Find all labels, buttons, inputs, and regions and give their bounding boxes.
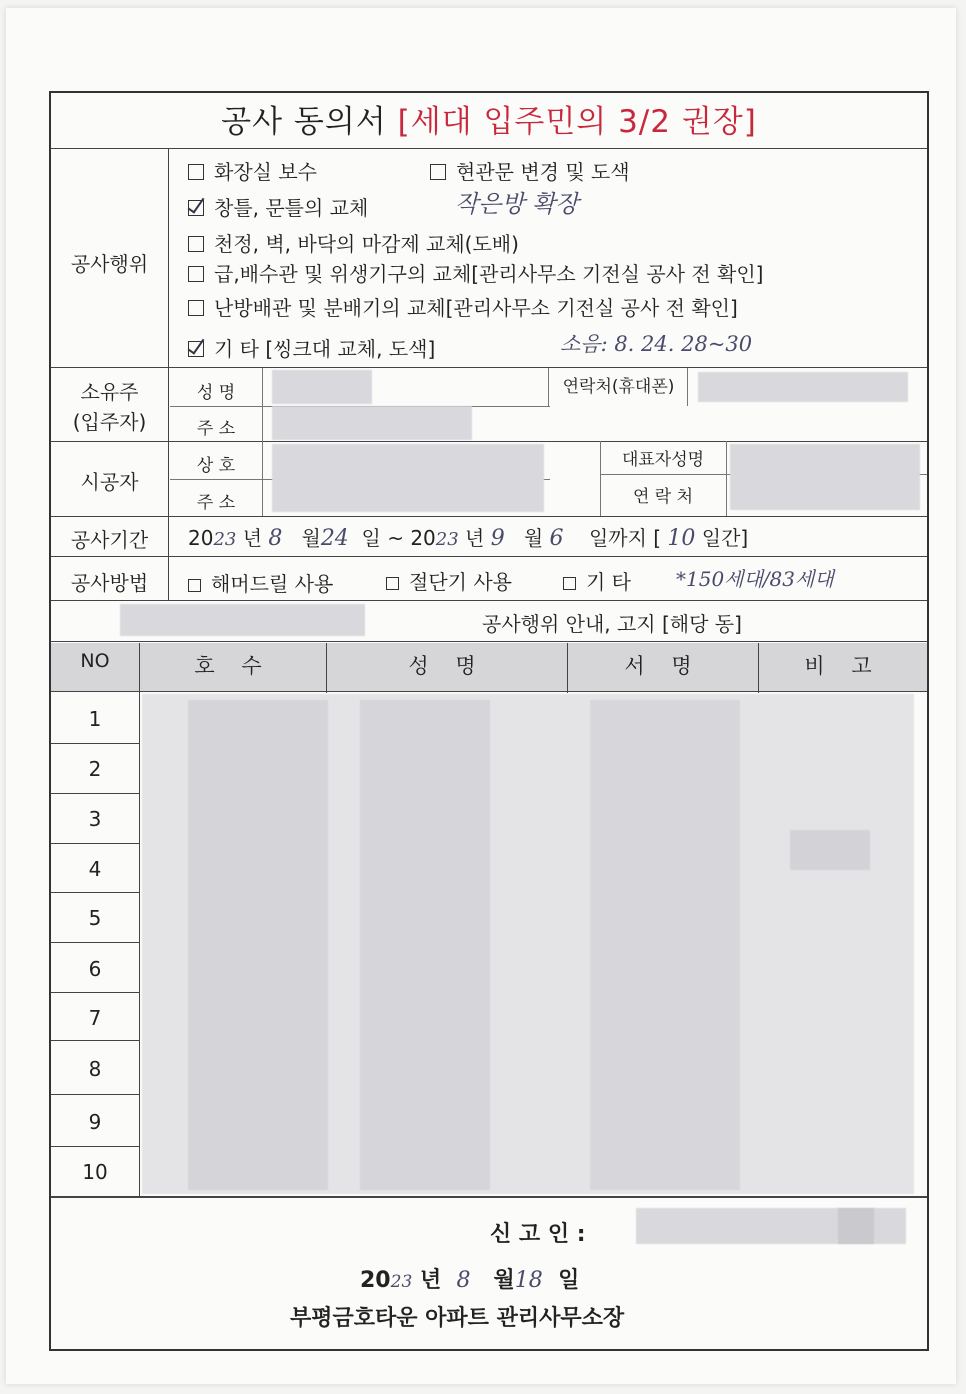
divider: [51, 992, 139, 993]
row-number: 9: [88, 1110, 102, 1134]
col-signature: 서 명: [624, 654, 702, 678]
redacted-table-body: [790, 830, 870, 870]
row-number: 10: [82, 1160, 108, 1184]
title-main: 공사 동의서: [221, 104, 387, 140]
col-name: 성 명: [408, 654, 486, 678]
checkbox-icon[interactable]: [386, 577, 399, 590]
divider: [51, 1196, 927, 1198]
divider: [51, 1094, 139, 1095]
divider: [51, 641, 927, 642]
divider: [548, 368, 549, 406]
checkbox-icon[interactable]: [188, 266, 204, 282]
redacted-building: [120, 604, 365, 636]
divider: [139, 643, 140, 1196]
divider: [51, 1040, 139, 1041]
checkbox-icon[interactable]: [188, 236, 204, 252]
divider: [51, 441, 927, 442]
divider: [51, 892, 139, 893]
divider: [326, 643, 327, 693]
divider: [51, 793, 139, 794]
title-note: [세대 입주민의 3/2 권장]: [397, 104, 757, 140]
divider: [687, 368, 688, 406]
option-heating[interactable]: 난방배관 및 분배기의 교체[관리사무소 기전실 공사 전 확인]: [188, 292, 738, 321]
owner-label: 소유주 (입주자): [72, 380, 147, 434]
contractor-rep-label: 대표자성명: [621, 450, 705, 470]
contractor-address-label: 주 소: [196, 493, 236, 513]
redacted-table-body: [188, 700, 328, 1190]
notice-text: 공사행위 안내, 고지 [해당 동]: [482, 612, 742, 636]
owner-name-label: 성 명: [196, 383, 236, 403]
office-name: 부평금호타운 아파트 관리사무소장: [290, 1306, 625, 1331]
option-entrance-door[interactable]: 현관문 변경 및 도색: [430, 156, 630, 185]
redacted-owner-address: [272, 406, 472, 440]
row-number: 1: [88, 707, 102, 731]
row-number: 6: [88, 957, 102, 981]
handwritten-noise-note: 소음: 8. 24. 28~30: [560, 332, 753, 356]
divider: [51, 691, 927, 692]
redacted-owner-contact: [698, 372, 908, 402]
period-label: 공사기간: [70, 528, 149, 552]
divider: [51, 743, 139, 744]
redacted-contractor-info: [272, 444, 544, 512]
checkbox-icon[interactable]: [430, 164, 446, 180]
redacted-table-body: [590, 700, 740, 1190]
handwritten-note-room: 작은방 확장: [455, 190, 579, 218]
owner-contact-label: 연락처(휴대폰): [562, 377, 675, 397]
divider: [51, 843, 139, 844]
construction-period: 2023 년 8 월24 일 ~ 2023 년 9 월 6 일까지 [ 10 일간]: [188, 526, 749, 551]
contractor-label: 시공자: [80, 470, 139, 494]
col-unit: 호 수: [194, 654, 272, 678]
row-number: 8: [88, 1057, 102, 1081]
divider: [51, 1146, 139, 1147]
reporter-label: 신 고 인 :: [490, 1222, 586, 1247]
option-other[interactable]: 기 타 [씽크대 교체, 도색]: [188, 333, 435, 362]
divider: [51, 367, 927, 368]
checkbox-checked-icon[interactable]: [188, 200, 204, 216]
divider: [168, 149, 169, 600]
divider: [51, 148, 927, 149]
row-number: 7: [88, 1006, 102, 1030]
col-remarks: 비 고: [804, 654, 882, 678]
method-other[interactable]: 기 타: [563, 566, 631, 595]
method-label: 공사방법: [70, 571, 149, 595]
option-bathroom[interactable]: 화장실 보수: [188, 156, 317, 185]
checkbox-checked-icon[interactable]: [188, 341, 204, 357]
owner-address-label: 주 소: [196, 419, 236, 439]
divider: [758, 643, 759, 693]
method-hammer-drill[interactable]: 해머드릴 사용: [188, 568, 333, 597]
option-window-frame[interactable]: 창틀, 문틀의 교체: [188, 192, 368, 221]
redacted-owner-name: [272, 370, 372, 404]
redacted-reporter: [838, 1208, 874, 1244]
form-title: [51, 96, 927, 148]
divider: [51, 516, 927, 517]
contractor-company-label: 상 호: [196, 456, 236, 476]
divider: [51, 600, 927, 601]
redacted-table-body: [360, 700, 490, 1190]
report-date: 2023 년 8 월18 일: [360, 1268, 580, 1293]
option-finish[interactable]: 천정, 벽, 바닥의 마감제 교체(도배): [188, 228, 519, 257]
row-number: 5: [88, 906, 102, 930]
divider: [51, 942, 139, 943]
checkbox-icon[interactable]: [188, 300, 204, 316]
work-type-label: 공사행위: [70, 252, 149, 276]
contractor-contact-label: 연 락 처: [632, 487, 694, 507]
row-number: 4: [88, 857, 102, 881]
divider: [51, 556, 927, 557]
redacted-contractor-rep: [730, 444, 920, 510]
divider: [262, 368, 263, 516]
divider: [567, 643, 568, 693]
divider: [726, 441, 727, 516]
row-number: 3: [88, 807, 102, 831]
checkbox-icon[interactable]: [188, 579, 201, 592]
option-plumbing[interactable]: 급,배수관 및 위생기구의 교체[관리사무소 기전실 공사 전 확인]: [188, 258, 763, 287]
method-cutter[interactable]: 절단기 사용: [386, 566, 512, 595]
checkbox-icon[interactable]: [563, 577, 576, 590]
col-no: NO: [80, 650, 110, 672]
checkbox-icon[interactable]: [188, 164, 204, 180]
row-number: 2: [88, 757, 102, 781]
handwritten-households: *150세대/83세대: [676, 567, 834, 591]
